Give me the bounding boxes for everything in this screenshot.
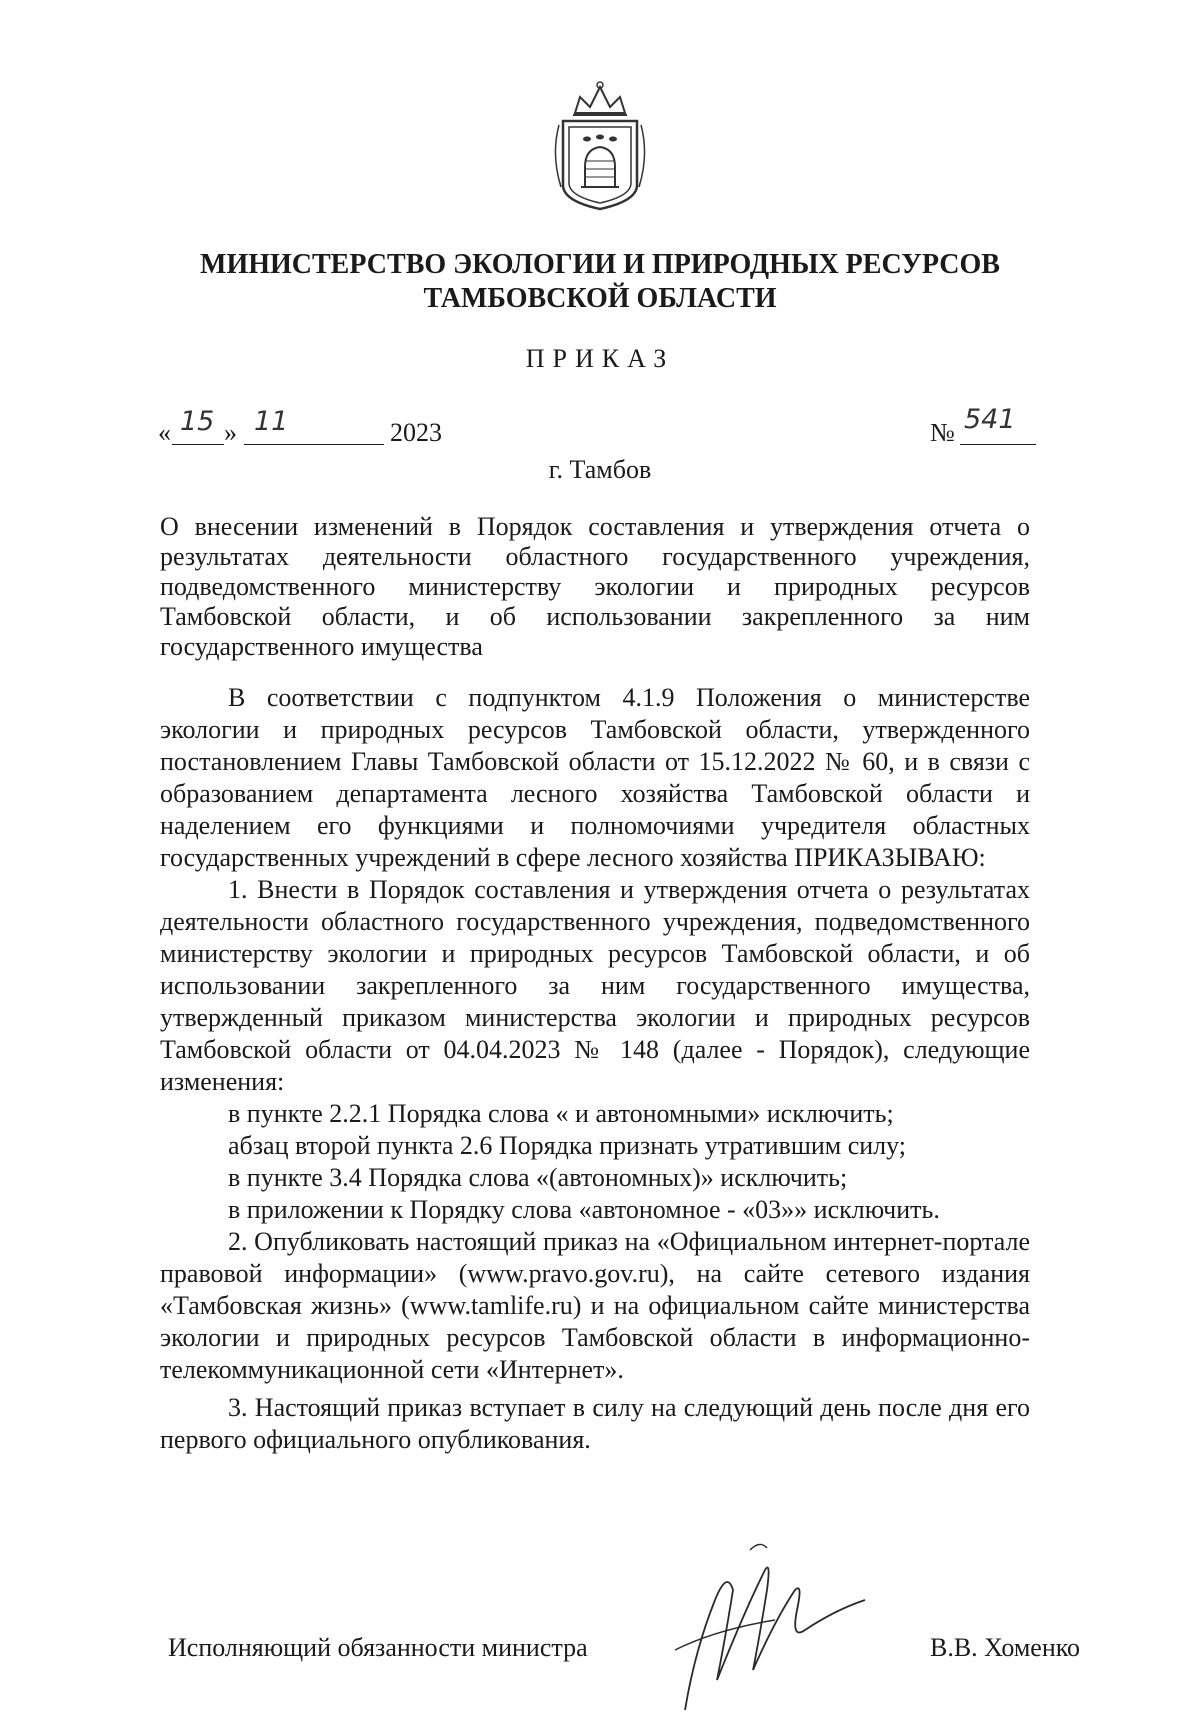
ministry-name bbox=[150, 248, 1050, 316]
document-subject: О внесении изменений в Порядок составления и утверждения отчета о результатах деятельности областного государственного учреждения, подведомственного министерству экологии и природных ресурсов Тамбовской области, и об использовании закрепленного за ним государственного имущества bbox=[160, 512, 1030, 661]
date-day: 15 bbox=[180, 406, 215, 437]
date-quote-close: » bbox=[224, 418, 237, 447]
preamble-paragraph: В соответствии с подпунктом 4.1.9 Положения о министерстве экологии и природных ресурсов Тамбовской области, утвержденного постановлением Главы Тамбовской области от 15.12.2022 № 60, и в связи с образованием департамента лесного хозяйства Тамбовской области и наделением его функциями и полномочиями учредителя областных государственных учреждений в сфере лесного хозяйства ПРИКАЗЫВАЮ: bbox=[160, 683, 1030, 872]
date-month: 11 bbox=[254, 406, 289, 437]
date-quote-open: « bbox=[158, 418, 171, 447]
point-1-item: в пункте 3.4 Порядка слова «(автономных)» исключить; bbox=[228, 1163, 848, 1192]
signatory-title: Исполняющий обязанности министра bbox=[168, 1633, 588, 1662]
point-1-item: абзац второй пункта 2.6 Порядка признать утратившим силу; bbox=[228, 1131, 907, 1160]
document-type: ПРИКАЗ bbox=[525, 344, 675, 373]
point-1-item: в пункте 2.2.1 Порядка слова « и автономными» исключить; bbox=[228, 1099, 894, 1128]
city: г. Тамбов bbox=[548, 455, 652, 484]
ministry-line-1: МИНИСТЕРСТВО ЭКОЛОГИИ И ПРИРОДНЫХ РЕСУРСОВ bbox=[200, 249, 1000, 280]
number-label: № bbox=[930, 418, 955, 447]
date-month-underline bbox=[244, 444, 384, 445]
point-1-paragraph: 1. Внести в Порядок составления и утверждения отчета о результатах деятельности областного государственного учреждения, подведомственного министерству экологии и природных ресурсов Тамбовской области, и об использовании закрепленного за ним государственного имущества, утвержденный приказом министерства экологии и природных ресурсов Тамбовской области от 04.04.2023 № 148 (далее - Порядок), следующие изменения: bbox=[160, 875, 1030, 1096]
point-1-item: в приложении к Порядку слова «автономное - «03»» исключить. bbox=[228, 1195, 940, 1224]
coat-of-arms-icon bbox=[545, 75, 655, 215]
date-year: 2023 bbox=[390, 418, 442, 447]
signatory-name: В.В. Хоменко bbox=[930, 1633, 1081, 1662]
document-body bbox=[160, 682, 1030, 1456]
point-3-paragraph: 3. Настоящий приказ вступает в силу на следующий день после дня его первого официального опубликования. bbox=[160, 1393, 1030, 1454]
document-number: 541 bbox=[964, 404, 1016, 435]
number-underline bbox=[960, 444, 1036, 445]
date-number-row bbox=[158, 404, 1038, 450]
ministry-line-2: ТАМБОВСКОЙ ОБЛАСТИ bbox=[423, 283, 777, 314]
date-day-underline bbox=[172, 444, 224, 445]
handwritten-signature-icon bbox=[655, 1530, 875, 1720]
point-2-paragraph: 2. Опубликовать настоящий приказ на «Официальном интернет-портале правовой информации» (www.pravo.gov.ru), на сайте сетевого издания «Тамбовская жизнь» (www.tamlife.ru) и на официальном сайте министерства экологии и природных ресурсов Тамбовской области в информационно-телекоммуникационной сети «Интернет». bbox=[160, 1227, 1030, 1384]
